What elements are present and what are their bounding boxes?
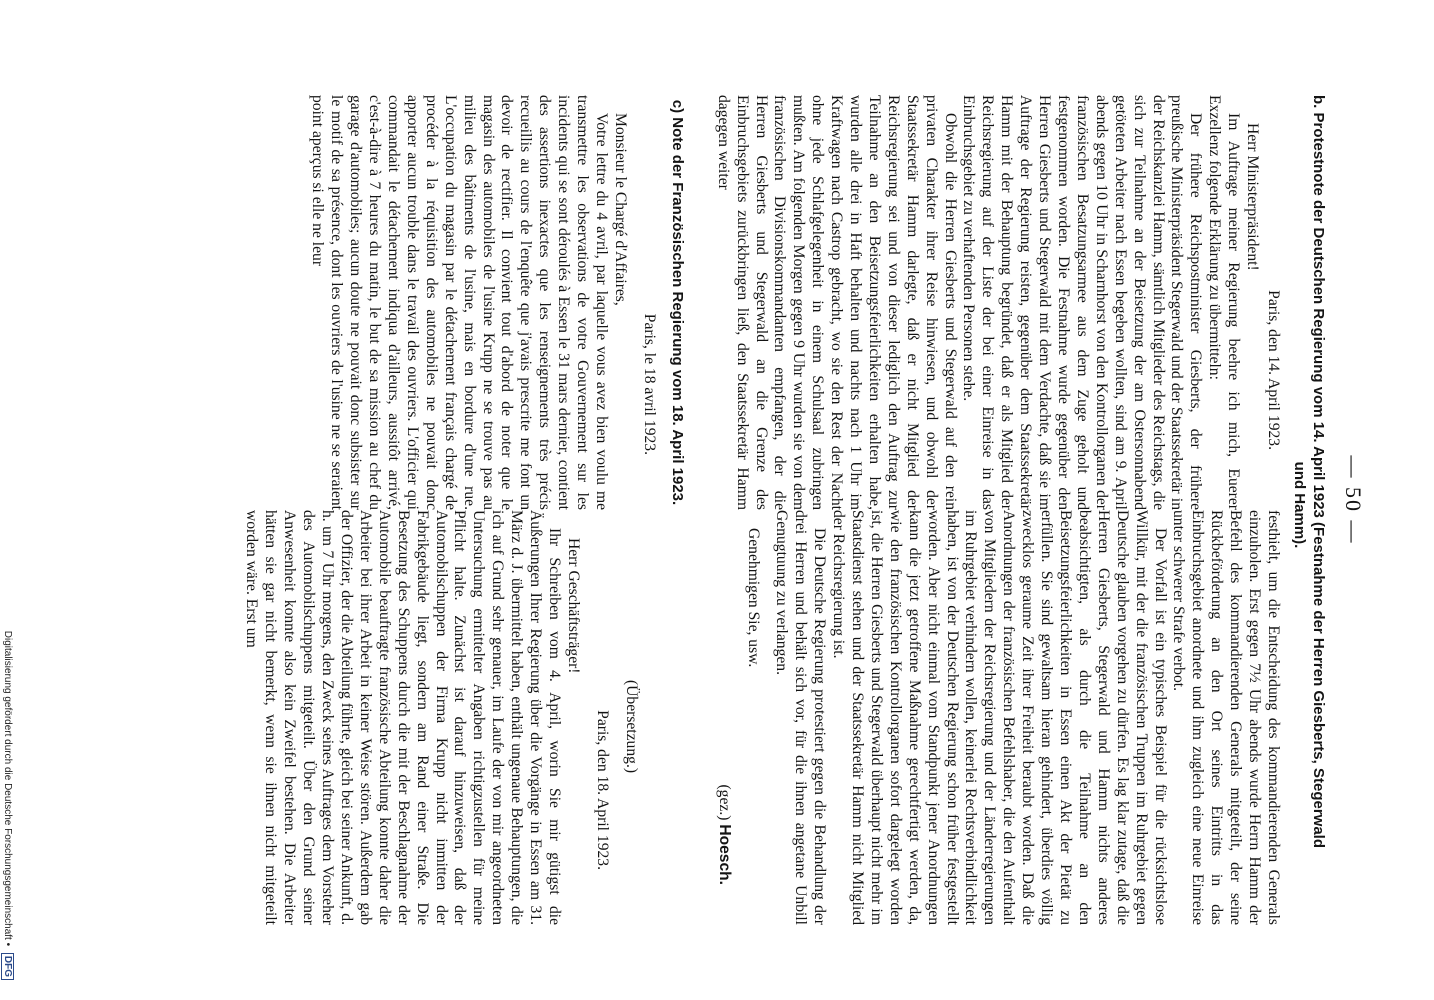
digitization-footer bbox=[1, 120, 14, 980]
german-dateline: Paris, den 18. April 1923. bbox=[593, 710, 611, 870]
signature-name: Hoesch. bbox=[715, 824, 733, 885]
section-c-heading: c) Note der Französischen Regierung vom 18. April 1923. bbox=[668, 99, 686, 506]
german-text: Ihr Schreiben vom 4. April, worin Sie mir gütigst die Äußerungen Ihrer Regierung über die Vorgänge in Essen am 31. März d. J. übermittelt haben, enthält ungenaue Behauptungen, die ich auf Grund sehr genauer, im Laufe der von mir angeordneten Untersuchung ermittelter Angaben richtigzustellen für meine Pflicht halte. Zunächst ist darauf hinzuweisen, daß der Automobilschuppen der Firma Krupp nicht inmitten der Fabrikgebäude liegt, sondern am Rand einer Straße. Die Besetzung des Schuppens durch die mit der Beschlagnahme der Automobile beauftragte französische Abteilung konnte daher die Arbeiter bei ihrer Arbeit in keiner Weise stören. Außerdem gab der Offizier, der die Abteilung führte, gleich bei seiner Ankunft, d. h. um 7 Uhr morgens, den Zweck seines Auftrages dem Vorsteher des Automobilschuppens mitgeteilt. Über den Grund seiner Anwesenheit konnte also kein Zweifel bestehen. Die Arbeiter hätten sie gar nicht bemerkt, wenn sie ihnen nicht mitgeteilt worden wäre. Erst um bbox=[243, 510, 563, 925]
section-b-paragraph-6: Die Deutsche Regierung protestiert gegen die Behandlung der drei Herren und behält sich vor, für die ihnen angetane Unbill Genugtuung zu verlangen. bbox=[773, 510, 829, 925]
section-b-dateline: Paris, den 14. April 1923. bbox=[1265, 290, 1282, 450]
left-column bbox=[308, 95, 1283, 510]
right-column bbox=[242, 510, 1282, 925]
french-salutation: Monsieur le Chargé d'Affaires, bbox=[611, 113, 629, 306]
translation-note: (Übersetzung.) bbox=[622, 679, 640, 774]
section-b-paragraph-2: Der frühere Reichspostminister Giesberts, der frühere preußische Ministerpräsident Stegerwald und der Staatssekretär in der Reichskanzlei Hamm, sämtlich Mitglieder des Reichstags, die sich zur Teilnahme an der Beisetzung der am Ostersonnabend getöteten Arbeiter nach Essen begeben wollten, sind am 9. April abends gegen 10 Uhr in Scharnhorst von den Kontrollorganen der französischen Besatzungsarmee aus dem Zuge geholt und festgenommen worden. Die Festnahme wurde gegenüber den Herren Giesberts und Stegerwald mit dem Verdachte, daß sie im Auftrage der Regierung reisten, gegenüber dem Staatssekretär Hamm mit der Behauptung begründet, daß er als Mitglied der Reichsregierung auf der Liste der bei einer Einreise in das Einbruchsgebiet zu verhaftenden Personen stehe. bbox=[960, 95, 1205, 510]
french-text: Votre lettre du 4 avril, par laquelle vous avez bien voulu me transmettre les observations de votre Gouvernement sur les incidents qui se sont déroulés à Essen le 31 mars dernier, contient des assertions inexactes que les renseignements très précis recueillis au cours de l'enquête que j'avais prescrite me font un devoir de rectifier. Il convient tout d'abord de noter que le magasin des automobiles de l'usine Krupp ne se trouve pas au milieu des bâtiments de l'usine, mais en bordure d'une rue. L'occupation du magasin par le détachement français chargé de procéder à la réquisition des automobiles ne pouvait donc apporter aucun trouble dans le travail des ouvriers. L'officier qui commandait le détachement indiqua d'ailleurs, aussitôt arrivé, c'est-à-dire à 7 heures du matin, le but de sa mission au chef du garage d'automobiles; aucun doute ne pouvait donc subsister sur le motif de sa présence, dont les ouvriers de l'usine ne se seraient point aperçus si elle ne leur bbox=[309, 95, 610, 510]
signature-prefix: (gez.) bbox=[715, 784, 733, 821]
section-b-heading-line2: und Hamm). bbox=[1291, 461, 1308, 549]
section-b-paragraph-4: festhielt, um die Entscheidung des kommandierenden Generals einzuholen. Erst gegen 7½ Uhr abends wurde Herrn Hamm der Befehl des kommandierenden Generals mitgeteilt, der seine Rückbeförderung an den Ort seines Eintritts in das Einbruchsgebiet anordnete und ihm zugleich eine neue Einreise unter schwerer Strafe verbot. bbox=[1170, 510, 1282, 925]
section-b-signature bbox=[714, 510, 733, 925]
page-number: — 50 — bbox=[1341, 455, 1366, 545]
section-b-salutation: Herr Ministerpräsident! bbox=[1244, 123, 1262, 271]
dfg-logo: DFG bbox=[1, 953, 14, 980]
section-b-paragraph-3: Obwohl die Herren Giesberts und Stegerwald auf den rein privaten Charakter ihrer Reise hinwiesen, und obwohl der Staatssekretär Hamm darlegte, daß er nicht Mitglied der Reichsregierung sei und von dieser lediglich den Auftrag zur Teilnahme an den Beisetzungsfeierlichkeiten erhalten habe, wurden alle drei in Haft behalten und nachts nach 1 Uhr im Kraftwagen nach Castrop gebracht, wo sie den Rest der Nacht ohne jede Schlafgelegenheit in einem Schulsaal zubringen mußten. Am folgenden Morgen gegen 9 Uhr wurden sie von dem französischen Divisionskommandanten empfangen, der die Herren Giesberts und Stegerwald an die Grenze des Einbruchsgebiets zurückbringen ließ, den Staatssekretär Hamm dagegen weiter bbox=[714, 95, 959, 510]
french-dateline: Paris, le 18 avril 1923. bbox=[640, 313, 658, 455]
german-salutation: Herr Geschäftsträger! bbox=[564, 538, 582, 674]
section-b-closing: Genehmigen Sie, usw. bbox=[744, 528, 762, 668]
section-b-heading-line1: b. Protestnote der Deutschen Regierung vom 14. April 1923 (Festnahme der Herren Giesberts, Stegerwald bbox=[1310, 95, 1327, 848]
footer-text: Digitalisierung gefördert durch die Deutsche Forschungsgemeinschaft • bbox=[2, 630, 13, 947]
section-b-heading bbox=[1290, 95, 1328, 915]
section-b-paragraph-5: Der Vorfall ist ein typisches Beispiel für die rücksichtslose Willkür, mit der die französischen Truppen im Ruhrgebiet gegen Deutsche glauben vorgehen zu dürfen. Es lag klar zutage, daß die Herren Giesberts, Stegerwald und Hamm nichts anderes beabsichtigten, als durch die Teilnahme an den Beisetzungsfeierlichkeiten in Essen einen Akt der Pietät zu erfüllen. Sie sind gewaltsam hieran gehindert, überdies völlig zwecklos geraume Zeit ihrer Freiheit beraubt worden. Daß die Anordnungen der französischen Befehlshaber, die den Aufenthalt von Mitgliedern der Reichsregierung und der Länderregierungen im Ruhrgebiet verhindern wollen, keinerlei Rechtsverbindlichkeit haben, ist von der Deutschen Regierung schon früher festgestellt worden. Aber nicht einmal vom Standpunkt jener Anordnungen kann die jetzt getroffene Maßnahme gerechtfertigt werden, da, wie den französischen Kontrollorganen sofort dargelegt worden ist, die Herren Giesberts und Stegerwald überhaupt nicht mehr im Staatsdienst stehen und der Staatssekretär Hamm nicht Mitglied der Reichsregierung ist. bbox=[830, 510, 1169, 925]
section-b-paragraph-1: Im Auftrage meiner Regierung beehre ich mich, Euerer Exzellenz folgende Erklärung zu übermitteln: bbox=[1206, 95, 1243, 510]
